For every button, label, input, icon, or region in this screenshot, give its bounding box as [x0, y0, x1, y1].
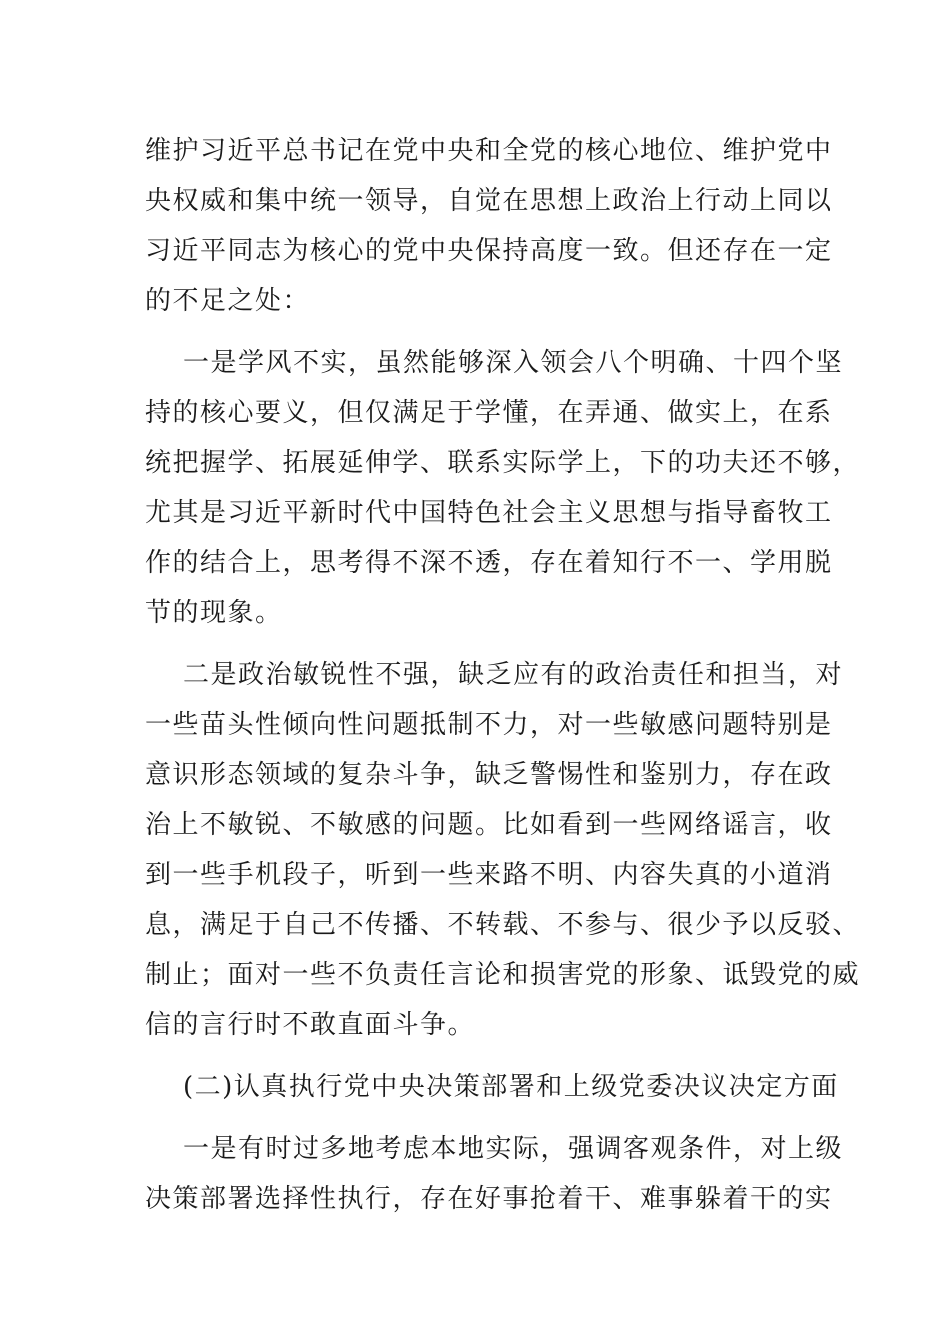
text-line: 统把握学、拓展延伸学、联系实际学上，下的功夫还不够，: [145, 448, 861, 478]
text-line: 节的现象。: [145, 598, 283, 628]
text-line: 维护习近平总书记在党中央和全党的核心地位、维护党中: [145, 136, 833, 166]
text-line: 作的结合上，思考得不深不透，存在着知行不一、学用脱: [145, 548, 833, 578]
text-line: 央权威和集中统一领导，自觉在思想上政治上行动上同以: [145, 186, 833, 216]
section-heading: (二)认真执行党中央决策部署和上级党委决议决定方面: [183, 1072, 839, 1102]
text-line: 习近平同志为核心的党中央保持高度一致。但还存在一定: [145, 236, 833, 266]
text-line: 意识形态领域的复杂斗争，缺乏警惕性和鉴别力，存在政: [145, 760, 833, 790]
paragraph-start-line: 一是有时过多地考虑本地实际，强调客观条件，对上级: [183, 1134, 844, 1164]
text-line: 尤其是习近平新时代中国特色社会主义思想与指导畜牧工: [145, 498, 833, 528]
paragraph-start-line: 一是学风不实，虽然能够深入领会八个明确、十四个坚: [183, 348, 844, 378]
paragraph-start-line: 二是政治敏锐性不强，缺乏应有的政治责任和担当，对: [183, 660, 844, 690]
text-line: 持的核心要义，但仅满足于学懂，在弄通、做实上，在系: [145, 398, 833, 428]
text-line: 制止；面对一些不负责任言论和损害党的形象、诋毁党的威: [145, 960, 861, 990]
text-line: 一些苗头性倾向性问题抵制不力，对一些敏感问题特别是: [145, 710, 833, 740]
text-line: 决策部署选择性执行，存在好事抢着干、难事躲着干的实: [145, 1184, 833, 1214]
text-line: 信的言行时不敢直面斗争。: [145, 1010, 476, 1040]
text-line: 息，满足于自己不传播、不转载、不参与、很少予以反驳、: [145, 910, 861, 940]
text-line: 治上不敏锐、不敏感的问题。比如看到一些网络谣言，收: [145, 810, 833, 840]
text-line: 的不足之处：: [145, 286, 311, 316]
text-line: 到一些手机段子，听到一些来路不明、内容失真的小道消: [145, 860, 833, 890]
